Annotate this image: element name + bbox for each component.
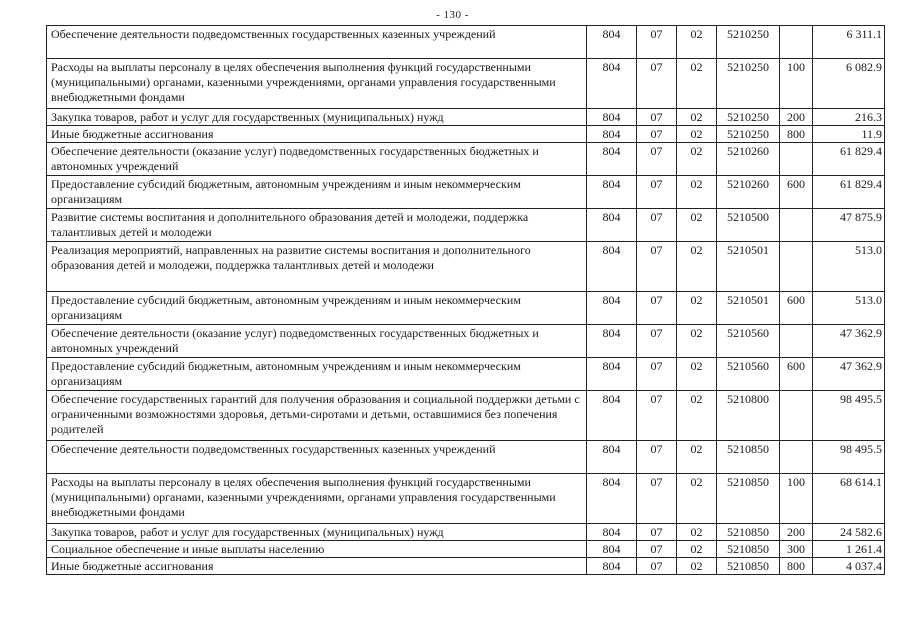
page-number: - 130 - [436,9,469,21]
section-code: 07 [637,391,677,441]
ministry-code: 804 [587,474,637,524]
table-row [47,176,885,209]
table-row [47,126,885,143]
target-code: 5210850 [717,524,780,541]
subsection-code: 02 [677,143,717,176]
section-code: 07 [637,358,677,391]
row-name: Развитие системы воспитания и дополнительного образования детей и молодежи, поддержка талантливых детей и молодежи [47,209,587,242]
ministry-code: 804 [587,143,637,176]
row-name: Предоставление субсидий бюджетным, автономным учреждениям и иным некоммерческим организациям [47,176,587,209]
ministry-code: 804 [587,242,637,292]
row-name: Обеспечение деятельности подведомственных государственных казенных учреждений [47,26,587,59]
table-row [47,292,885,325]
amount: 68 614.1 [813,474,885,524]
section-code: 07 [637,558,677,575]
section-code: 07 [637,242,677,292]
expense-type-code: 600 [780,292,813,325]
table-row [47,242,885,292]
row-name: Обеспечение государственных гарантий для получения образования и социальной поддержки детьми с ограниченными возможностями здоровья, детьми-сиротами и детьми, оставшимися без попечения родителей [47,391,587,441]
table-row [47,143,885,176]
row-name: Реализация мероприятий, направленных на развитие системы воспитания и дополнительного образования детей и молодежи, поддержка талантливых детей и молодежи [47,242,587,292]
table-row [47,524,885,541]
amount: 98 495.5 [813,391,885,441]
subsection-code: 02 [677,126,717,143]
section-code: 07 [637,26,677,59]
target-code: 5210850 [717,558,780,575]
row-name: Расходы на выплаты персоналу в целях обеспечения выполнения функций государственными (муниципальными) органами, казенными учреждениями, органами управления государственными внебюджетными фондами [47,59,587,109]
expense-type-code [780,391,813,441]
ministry-code: 804 [587,209,637,242]
row-name: Иные бюджетные ассигнования [47,558,587,575]
subsection-code: 02 [677,441,717,474]
target-code: 5210500 [717,209,780,242]
section-code: 07 [637,109,677,126]
subsection-code: 02 [677,109,717,126]
subsection-code: 02 [677,524,717,541]
section-code: 07 [637,209,677,242]
ministry-code: 804 [587,558,637,575]
expense-type-code [780,242,813,292]
target-code: 5210250 [717,126,780,143]
row-name: Расходы на выплаты персоналу в целях обеспечения выполнения функций государственными (муниципальными) органами, казенными учреждениями, органами управления государственными внебюджетными фондами [47,474,587,524]
target-code: 5210250 [717,26,780,59]
target-code: 5210260 [717,143,780,176]
amount: 1 261.4 [813,541,885,558]
table-row [47,441,885,474]
ministry-code: 804 [587,541,637,558]
section-code: 07 [637,524,677,541]
row-name: Предоставление субсидий бюджетным, автономным учреждениям и иным некоммерческим организациям [47,358,587,391]
expense-type-code: 800 [780,558,813,575]
ministry-code: 804 [587,109,637,126]
section-code: 07 [637,176,677,209]
subsection-code: 02 [677,292,717,325]
row-name: Обеспечение деятельности (оказание услуг) подведомственных государственных бюджетных и автономных учреждений [47,143,587,176]
expense-type-code: 100 [780,59,813,109]
row-name: Иные бюджетные ассигнования [47,126,587,143]
amount: 6 311.1 [813,26,885,59]
row-name: Обеспечение деятельности (оказание услуг) подведомственных государственных бюджетных и автономных учреждений [47,325,587,358]
subsection-code: 02 [677,209,717,242]
amount: 61 829.4 [813,176,885,209]
table-row [47,109,885,126]
amount: 513.0 [813,292,885,325]
subsection-code: 02 [677,541,717,558]
expense-type-code: 100 [780,474,813,524]
target-code: 5210560 [717,358,780,391]
table-row [47,474,885,524]
table-row [47,59,885,109]
ministry-code: 804 [587,325,637,358]
budget-table [46,25,885,575]
target-code: 5210250 [717,109,780,126]
amount: 47 362.9 [813,325,885,358]
target-code: 5210501 [717,242,780,292]
table-row [47,325,885,358]
subsection-code: 02 [677,325,717,358]
subsection-code: 02 [677,59,717,109]
ministry-code: 804 [587,292,637,325]
expense-type-code: 200 [780,524,813,541]
row-name: Закупка товаров, работ и услуг для государственных (муниципальных) нужд [47,524,587,541]
expense-type-code [780,209,813,242]
amount: 216.3 [813,109,885,126]
ministry-code: 804 [587,59,637,109]
target-code: 5210560 [717,325,780,358]
section-code: 07 [637,325,677,358]
expense-type-code [780,441,813,474]
table-row [47,558,885,575]
section-code: 07 [637,126,677,143]
expense-type-code: 600 [780,358,813,391]
expense-type-code [780,325,813,358]
amount: 24 582.6 [813,524,885,541]
subsection-code: 02 [677,391,717,441]
subsection-code: 02 [677,474,717,524]
table-row [47,541,885,558]
amount: 98 495.5 [813,441,885,474]
target-code: 5210850 [717,441,780,474]
section-code: 07 [637,541,677,558]
expense-type-code: 300 [780,541,813,558]
target-code: 5210260 [717,176,780,209]
target-code: 5210800 [717,391,780,441]
target-code: 5210501 [717,292,780,325]
ministry-code: 804 [587,358,637,391]
expense-type-code [780,26,813,59]
ministry-code: 804 [587,26,637,59]
ministry-code: 804 [587,126,637,143]
expense-type-code [780,143,813,176]
subsection-code: 02 [677,358,717,391]
expense-type-code: 600 [780,176,813,209]
expense-type-code: 200 [780,109,813,126]
target-code: 5210250 [717,59,780,109]
section-code: 07 [637,474,677,524]
amount: 6 082.9 [813,59,885,109]
subsection-code: 02 [677,176,717,209]
ministry-code: 804 [587,524,637,541]
subsection-code: 02 [677,242,717,292]
amount: 61 829.4 [813,143,885,176]
section-code: 07 [637,441,677,474]
table-row [47,209,885,242]
table-row [47,358,885,391]
ministry-code: 804 [587,176,637,209]
amount: 513.0 [813,242,885,292]
table-row [47,391,885,441]
row-name: Обеспечение деятельности подведомственных государственных казенных учреждений [47,441,587,474]
row-name: Предоставление субсидий бюджетным, автономным учреждениям и иным некоммерческим организациям [47,292,587,325]
ministry-code: 804 [587,441,637,474]
amount: 47 875.9 [813,209,885,242]
subsection-code: 02 [677,558,717,575]
row-name: Социальное обеспечение и иные выплаты населению [47,541,587,558]
amount: 4 037.4 [813,558,885,575]
target-code: 5210850 [717,541,780,558]
table-row [47,26,885,59]
ministry-code: 804 [587,391,637,441]
section-code: 07 [637,143,677,176]
section-code: 07 [637,292,677,325]
expense-type-code: 800 [780,126,813,143]
amount: 47 362.9 [813,358,885,391]
subsection-code: 02 [677,26,717,59]
section-code: 07 [637,59,677,109]
target-code: 5210850 [717,474,780,524]
row-name: Закупка товаров, работ и услуг для государственных (муниципальных) нужд [47,109,587,126]
amount: 11.9 [813,126,885,143]
